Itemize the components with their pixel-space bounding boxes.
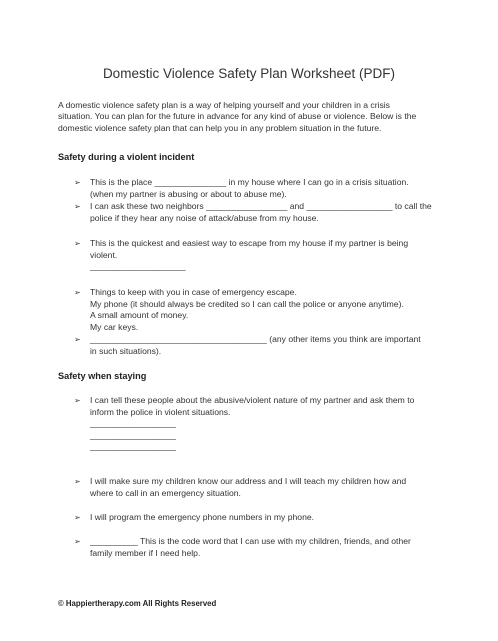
list-item-line: I can ask these two neighbors _________________ and __________________ to call the bbox=[90, 201, 432, 211]
list-item-line: __________ This is the code word that I can use with my children, friends, and other bbox=[90, 536, 411, 546]
list-item-line: in such situations). bbox=[90, 345, 162, 356]
list-item-line: __________________ bbox=[90, 429, 177, 440]
intro-line: situation. You can plan for the future in advance for any kind of abuse or violence. Below is the bbox=[58, 111, 417, 122]
list-item-line: violent. bbox=[90, 249, 118, 260]
section-heading-when-staying: Safety when staying bbox=[58, 371, 147, 381]
bullet-arrow-icon: ➢ bbox=[74, 537, 81, 546]
list-item-line: This is the place _______________ in my house where I can go in a crisis situation. bbox=[90, 177, 409, 187]
list-item-line: __________________ bbox=[90, 441, 177, 452]
intro-paragraph bbox=[58, 100, 458, 134]
list-item-line: I can tell these people about the abusive/violent nature of my partner and ask them to bbox=[90, 395, 415, 405]
bullet-arrow-icon: ➢ bbox=[74, 288, 81, 297]
list-item-line: where to call in an emergency situation. bbox=[90, 487, 241, 498]
list-item-line: I will make sure my children know our address and I will teach my children how and bbox=[90, 476, 407, 486]
list-item-line: family member if I need help. bbox=[90, 547, 201, 558]
list-item-line: (when my partner is abusing or about to abuse me). bbox=[90, 188, 287, 199]
list-item-line: This is the quickest and easiest way to escape from my house if my partner is being bbox=[90, 238, 409, 248]
bullet-arrow-icon: ➢ bbox=[74, 513, 81, 522]
bullet-arrow-icon: ➢ bbox=[74, 178, 81, 187]
list-item-line: inform the police in violent situations. bbox=[90, 406, 231, 417]
list-item-line: _____________________________________ (any other items you think are important bbox=[90, 334, 421, 344]
section-heading-violent-incident: Safety during a violent incident bbox=[58, 152, 195, 162]
list-item-line: Things to keep with you in case of emergency escape. bbox=[90, 287, 297, 297]
bullet-arrow-icon: ➢ bbox=[74, 335, 81, 344]
list-item-line: My car keys. bbox=[90, 321, 139, 332]
list-item-line: police if they hear any noise of attack/abuse from my house. bbox=[90, 212, 319, 223]
bullet-arrow-icon: ➢ bbox=[74, 396, 81, 405]
list-item-line: I will program the emergency phone numbers in my phone. bbox=[90, 512, 315, 522]
list-item-line: A small amount of money. bbox=[90, 310, 189, 321]
bullet-arrow-icon: ➢ bbox=[74, 477, 81, 486]
bullet-arrow-icon: ➢ bbox=[74, 202, 81, 211]
bullet-arrow-icon: ➢ bbox=[74, 239, 81, 248]
intro-line: A domestic violence safety plan is a way of helping yourself and your children in a crisis bbox=[58, 100, 390, 110]
list-item-line: ____________________ bbox=[90, 261, 186, 272]
list-item-line: __________________ bbox=[90, 418, 177, 429]
copyright-footer: © Happiertherapy.com All Rights Reserved bbox=[58, 599, 217, 608]
page-title: Domestic Violence Safety Plan Worksheet (PDF) bbox=[102, 66, 396, 81]
list-item-line: My phone (it should always be credited so I can call the police or anyone anytime). bbox=[90, 298, 404, 309]
intro-line: domestic violence safety plan that can help you in any problem situation in the future. bbox=[58, 122, 382, 133]
